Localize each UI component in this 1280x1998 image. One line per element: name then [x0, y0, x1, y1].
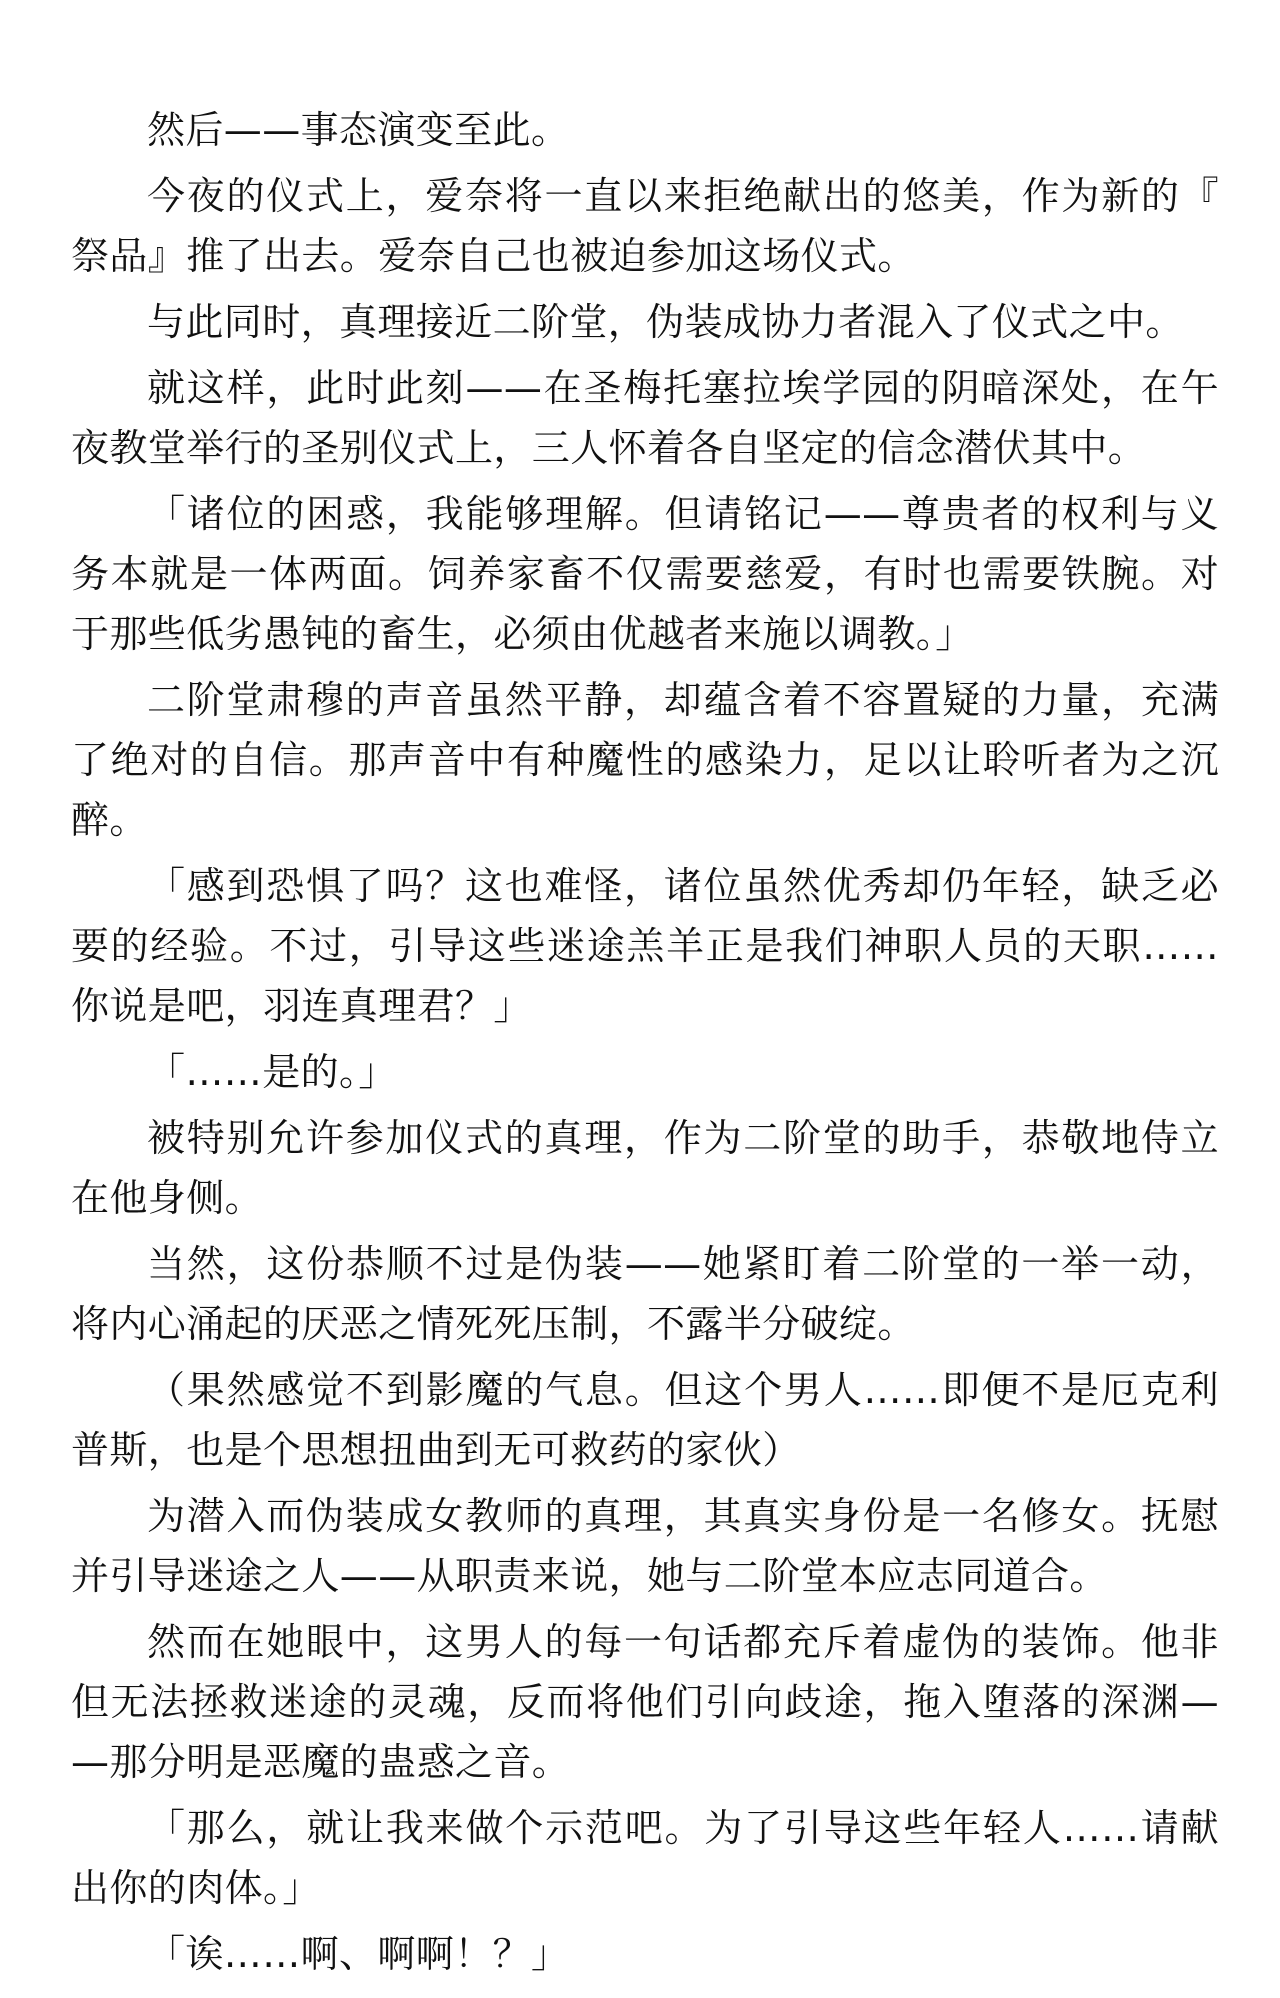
paragraph: 今夜的仪式上，爱奈将一直以来拒绝献出的悠美，作为新的『祭品』推了出去。爱奈自己也被迫参加这场仪式。 [71, 174, 1219, 278]
document-page [71, 100, 1219, 1990]
paragraph: 「那么，就让我来做个示范吧。为了引导这些年轻人……请献出你的肉体。」 [71, 1806, 1219, 1910]
paragraph: 然而在她眼中，这男人的每一句话都充斥着虚伪的装饰。他非但无法拯救迷途的灵魂，反而将他们引向歧途，拖入堕落的深渊——那分明是恶魔的蛊惑之音。 [71, 1620, 1219, 1784]
paragraph: 与此同时，真理接近二阶堂，伪装成协力者混入了仪式之中。 [147, 300, 1184, 344]
paragraph: 被特别允许参加仪式的真理，作为二阶堂的助手，恭敬地侍立在他身侧。 [71, 1116, 1219, 1220]
paragraph: 「诶……啊、啊啊！？」 [147, 1932, 570, 1976]
paragraph: 为潜入而伪装成女教师的真理，其真实身份是一名修女。抚慰并引导迷途之人——从职责来说，她与二阶堂本应志同道合。 [71, 1494, 1219, 1598]
paragraph: 就这样，此时此刻——在圣梅托塞拉埃学园的阴暗深处，在午夜教堂举行的圣别仪式上，三人怀着各自坚定的信念潜伏其中。 [71, 366, 1219, 470]
paragraph: 「感到恐惧了吗？这也难怪，诸位虽然优秀却仍年轻，缺乏必要的经验。不过，引导这些迷途羔羊正是我们神职人员的天职……你说是吧，羽连真理君？」 [71, 864, 1219, 1028]
paragraph: 「……是的。」 [147, 1050, 397, 1094]
paragraph: （果然感觉不到影魔的气息。但这个男人……即便不是厄克利普斯，也是个思想扭曲到无可救药的家伙） [71, 1368, 1219, 1472]
paragraph: 然后——事态演变至此。 [147, 108, 570, 152]
paragraph: 二阶堂肃穆的声音虽然平静，却蕴含着不容置疑的力量，充满了绝对的自信。那声音中有种魔性的感染力，足以让聆听者为之沉醉。 [71, 678, 1219, 842]
paragraph: 「诸位的困惑，我能够理解。但请铭记——尊贵者的权利与义务本就是一体两面。饲养家畜不仅需要慈爱，有时也需要铁腕。对于那些低劣愚钝的畜生，必须由优越者来施以调教。」 [71, 492, 1219, 656]
paragraph: 当然，这份恭顺不过是伪装——她紧盯着二阶堂的一举一动，将内心涌起的厌恶之情死死压制，不露半分破绽。 [71, 1242, 1219, 1346]
